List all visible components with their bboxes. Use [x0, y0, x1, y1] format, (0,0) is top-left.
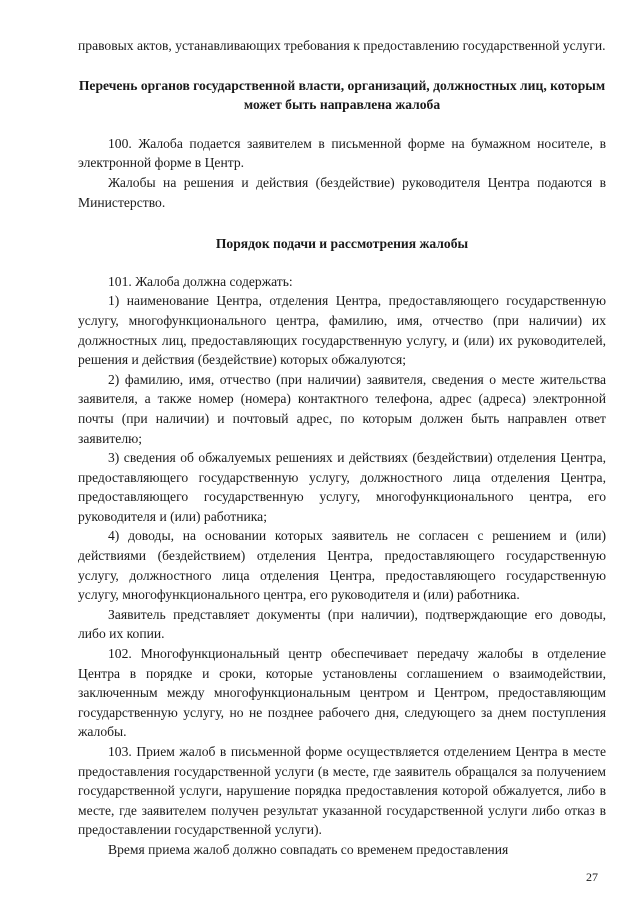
paragraph-supporting-documents: Заявитель представляет документы (при наличии), подтверждающие его доводы, либо их копии. — [78, 606, 606, 642]
paragraph-101-item-4: 4) доводы, на основании которых заявитель не согласен с решением и (или) действиями (бездействием) отделения Центра, предоставляющего государственную услугу, должностного лица отделения Центра, предоставляющего государственную услугу, многофункционального центра, его руководителя и (или) работника. — [78, 528, 606, 603]
section-heading-complaint-recipients: Перечень органов государственной власти, организаций, должностных лиц, которым может быть направлена жалоба — [78, 77, 606, 113]
paragraph-101-item-2: 2) фамилию, имя, отчество (при наличии) заявителя, сведения о месте жительства заявителя, а также номер (номера) контактного телефона, адрес (адреса) электронной почты (при наличии) и почтовый адрес, по которым должен быть направлен ответ заявителю; — [78, 371, 606, 446]
paragraph-reception-time: Время приема жалоб должно совпадать со временем предоставления — [108, 841, 509, 857]
paragraph-101-item-3: 3) сведения об обжалуемых решениях и действиях (бездействии) отделения Центра, предоставляющего государственную услугу, должностного лица отделения Центра, предоставляющего государственную услугу, многофункционального центра, его руководителя и (или) работника; — [78, 450, 606, 524]
paragraph-103: 103. Прием жалоб в письменной форме осуществляется отделением Центра в месте предоставления государственной услуги (в месте, где заявитель обращался за получением государственной услуги, нарушение порядка предоставления которой обжалуется, либо в месте, где заявителем получен результат указанной государственной услуги либо отказ в предоставлении государственной услуги). — [78, 744, 606, 838]
paragraph-101: 101. Жалоба должна содержать: — [108, 273, 293, 289]
paragraph-continuation: правовых актов, устанавливающих требования к предоставлению государственной услуги. — [78, 38, 606, 53]
paragraph-100: 100. Жалоба подается заявителем в письменной форме на бумажном носителе, в электронной форме в Центр. — [78, 135, 606, 171]
document-page — [78, 36, 606, 860]
paragraph-102: 102. Многофункциональный центр обеспечивает передачу жалобы в отделение Центра в порядке и сроки, которые установлены соглашением о взаимодействии, заключенным между многофункциональным центром и Центром, предоставляющим государственную услугу, но не позднее рабочего дня, следующего за днем поступления жалобы. — [78, 646, 606, 740]
section-heading-complaint-procedure: Порядок подачи и рассмотрения жалобы — [215, 236, 469, 252]
paragraph-head-complaints: Жалобы на решения и действия (бездействие) руководителя Центра подаются в Министерство. — [78, 174, 606, 210]
paragraph-101-item-1: 1) наименование Центра, отделения Центра, предоставляющего государственную услугу, многофункционального центра, фамилию, имя, отчество (при наличии) их должностных лиц, предоставляющих государственную услугу, и (или) их руководителей, решения и действия (бездействие) которых обжалуются; — [78, 293, 606, 368]
page-number: 27 — [586, 870, 598, 884]
